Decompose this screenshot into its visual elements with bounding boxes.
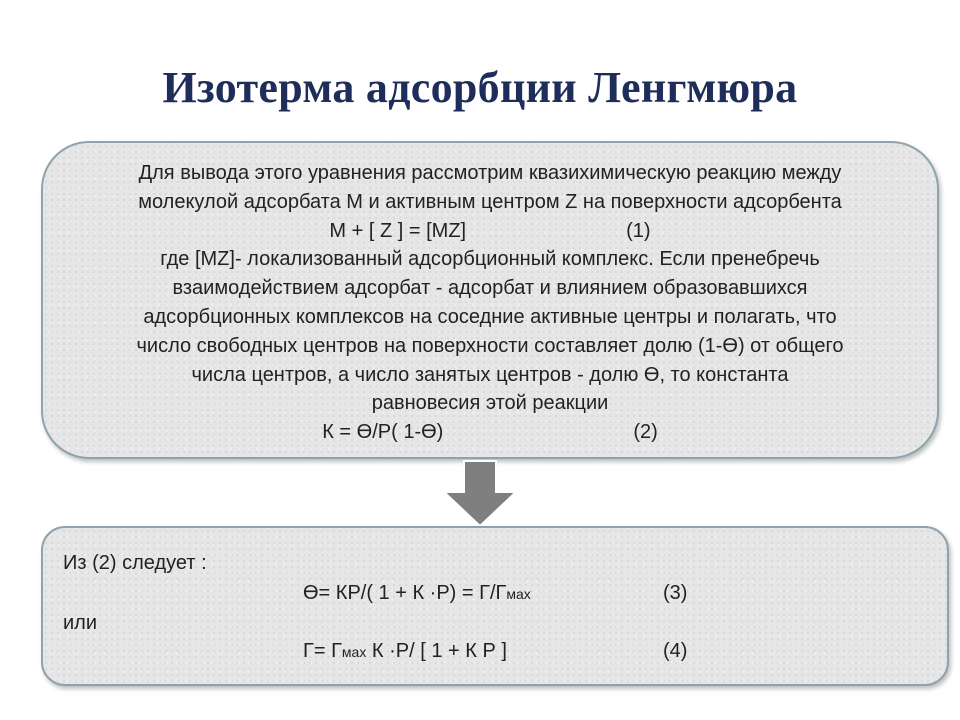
result-intro: Из (2) следует :	[63, 552, 207, 574]
equation-3	[303, 582, 531, 605]
text-line: адсорбционных комплексов на соседние активные центры и полагать, что	[143, 305, 837, 328]
equation-3-subscript: мах	[506, 586, 531, 602]
equation-4	[303, 640, 507, 663]
equation-4-subscript: мах	[341, 644, 367, 660]
text-line: число свободных центров на поверхности составляет долю (1-Ө) от общего	[136, 334, 844, 357]
text-line: взаимодействием адсорбат - адсорбат и влиянием образовавшихся	[172, 277, 808, 300]
equation-1-number: (1)	[626, 219, 651, 242]
equation-3-number: (3)	[663, 582, 688, 604]
text-line: молекулой адсорбата М и активным центром Z на поверхности адсорбента	[138, 190, 842, 213]
equation-4-formula-end: К ·Р/ [ 1 + К Р ]	[366, 640, 507, 662]
text-line: где [MZ]- локализованный адсорбционный комплекс. Если пренебречь	[160, 248, 820, 271]
equation-1-formula: M + [ Z ] = [MZ]	[329, 219, 467, 242]
or-text: или	[63, 612, 98, 634]
text-line: числа центров, а число занятых центров - долю Ө, то константа	[191, 363, 789, 386]
equation-4-formula-start: Г= Г	[303, 640, 342, 662]
slide-title: Изотерма адсорбции Ленгмюра	[162, 63, 798, 112]
equation-2-number: (2)	[633, 421, 658, 444]
derivation-text	[63, 159, 917, 447]
equation-1	[63, 217, 917, 246]
derivation-box	[41, 141, 939, 459]
equation-2-formula: К = Ө/Р( 1-Ө)	[322, 421, 444, 444]
equation-3-formula: Ө= КР/( 1 + К ·Р) = Г/Г	[303, 582, 507, 604]
result-box	[41, 526, 949, 686]
down-arrow-icon	[442, 460, 518, 528]
text-line: Для вывода этого уравнения рассмотрим квазихимическую реакцию между	[138, 162, 842, 184]
equation-2	[63, 418, 917, 447]
text-line: равновесия этой реакции	[371, 392, 609, 415]
equation-4-number: (4)	[663, 640, 688, 662]
